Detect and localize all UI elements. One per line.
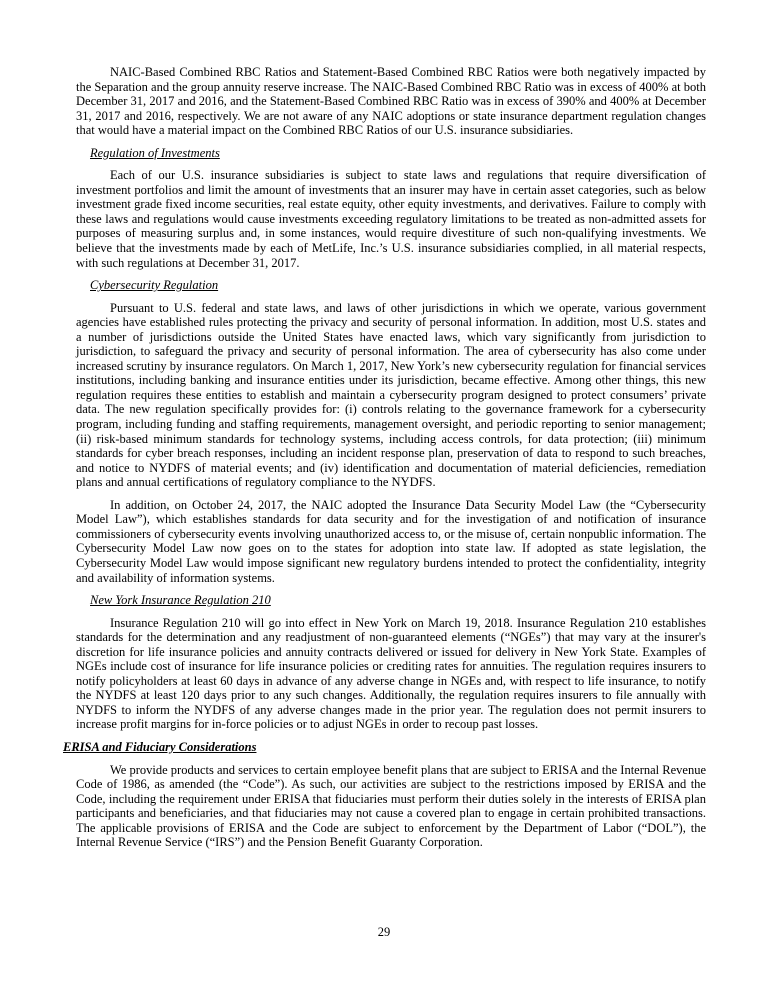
paragraph-regulation-210: Insurance Regulation 210 will go into effect in New York on March 19, 2018. Insurance Regulation 210 establishes standards for the determination and any readjustment of non-guaranteed elements (“NGEs”) that may vary at the insurer's discretion for life insurance policies and annuity contracts delivered or issued for delivery in New York State. Examples of NGEs include cost of insurance for life insurance policies or crediting rates for annuities. The regulation requires insurers to notify policyholders at least 60 days in advance of any adverse change in NGEs and, with respect to life insurance, to notify the NYDFS at least 120 days prior to any such changes. Additionally, the regulation requires insurers to file annually with NYDFS to inform the NYDFS of any adverse changes made in the prior year. The regulation does not permit insurers to increase profit margins for in-force policies or to adjust NGEs in order to recoup past losses. bbox=[76, 615, 706, 732]
paragraph-cybersecurity-2: In addition, on October 24, 2017, the NAIC adopted the Insurance Data Security Model Law (the “Cybersecurity Model Law”), which establishes standards for data security and for the investigation of and notification of insurance commissioners of cybersecurity events involving unauthorized access to, or the misuse of, certain nonpublic information. The Cybersecurity Model Law now goes on to the states for adoption into state law. If adopted as state legislation, the Cybersecurity Model Law would impose significant new regulatory burdens intended to protect the confidentiality, integrity and availability of information systems. bbox=[76, 497, 706, 585]
page-number: 29 bbox=[377, 925, 391, 939]
heading-regulation-of-investments: Regulation of Investments bbox=[90, 145, 220, 160]
page-content bbox=[63, 65, 707, 858]
paragraph-cybersecurity-1: Pursuant to U.S. federal and state laws, and laws of other jurisdictions in which we operate, various government agencies have established rules protecting the privacy and security of personal information. In addition, most U.S. states and a number of jurisdictions outside the United States have enacted laws, which vary significantly from jurisdiction to jurisdiction, to safeguard the privacy and security of personal information. The area of cybersecurity has also come under increased scrutiny by insurance regulators. On March 1, 2017, New York’s new cybersecurity regulation for financial services institutions, including banking and insurance entities under its jurisdiction, became effective. Among other things, this new regulation requires these entities to establish and maintain a cybersecurity program designed to protect consumers’ private data. The new regulation specifically provides for: (i) controls relating to the governance framework for a cybersecurity program, including funding and staffing requirements, management oversight, and periodic reporting to senior management; (ii) risk-based minimum standards for technology systems, including access controls, for data protection; (iii) minimum standards for cyber breach responses, including an incident response plan, preservation of data to respond to such breaches, and notice to NYDFS of material events; and (iv) identification and documentation of material deficiencies, remediation plans and annual certifications of regulatory compliance to the NYDFS. bbox=[76, 300, 706, 490]
paragraph-regulation-of-investments: Each of our U.S. insurance subsidiaries is subject to state laws and regulations that require diversification of investment portfolios and limit the amount of investments that an insurer may have in certain asset categories, such as below investment grade fixed income securities, real estate equity, other equity investments, and derivatives. Failure to comply with these laws and regulations would cause investments exceeding regulatory limitations to be treated as non-admitted assets for purposes of measuring surplus and, in some instances, would require divestiture of such non-qualifying investments. We believe that the investments made by each of MetLife, Inc.’s U.S. insurance subsidiaries complied, in all material respects, with such regulations at December 31, 2017. bbox=[76, 168, 706, 270]
paragraph-rbc-ratios: NAIC-Based Combined RBC Ratios and Statement-Based Combined RBC Ratios were both negatively impacted by the Separation and the group annuity reserve increase. The NAIC-Based Combined RBC Ratio was in excess of 400% at both December 31, 2017 and 2016, and the Statement-Based Combined RBC Ratio was in excess of 390% and 400% at December 31, 2017 and 2016, respectively. We are not aware of any NAIC adoptions or state insurance department regulation changes that would have a material impact on the Combined RBC Ratios of our U.S. insurance subsidiaries. bbox=[76, 65, 706, 138]
heading-erisa-fiduciary-considerations: ERISA and Fiduciary Considerations bbox=[63, 739, 257, 754]
paragraph-erisa: We provide products and services to certain employee benefit plans that are subject to ERISA and the Internal Revenue Code of 1986, as amended (the “Code”). As such, our activities are subject to the restrictions imposed by ERISA and the Code, including the requirement under ERISA that fiduciaries must perform their duties solely in the interests of ERISA plan participants and beneficiaries, and that fiduciaries may not cause a covered plan to engage in certain prohibited transactions. The applicable provisions of ERISA and the Code are subject to enforcement by the Department of Labor (“DOL”), the Internal Revenue Service (“IRS”) and the Pension Benefit Guaranty Corporation. bbox=[76, 762, 707, 850]
heading-cybersecurity-regulation: Cybersecurity Regulation bbox=[90, 278, 219, 293]
heading-ny-insurance-regulation-210: New York Insurance Regulation 210 bbox=[90, 593, 271, 608]
